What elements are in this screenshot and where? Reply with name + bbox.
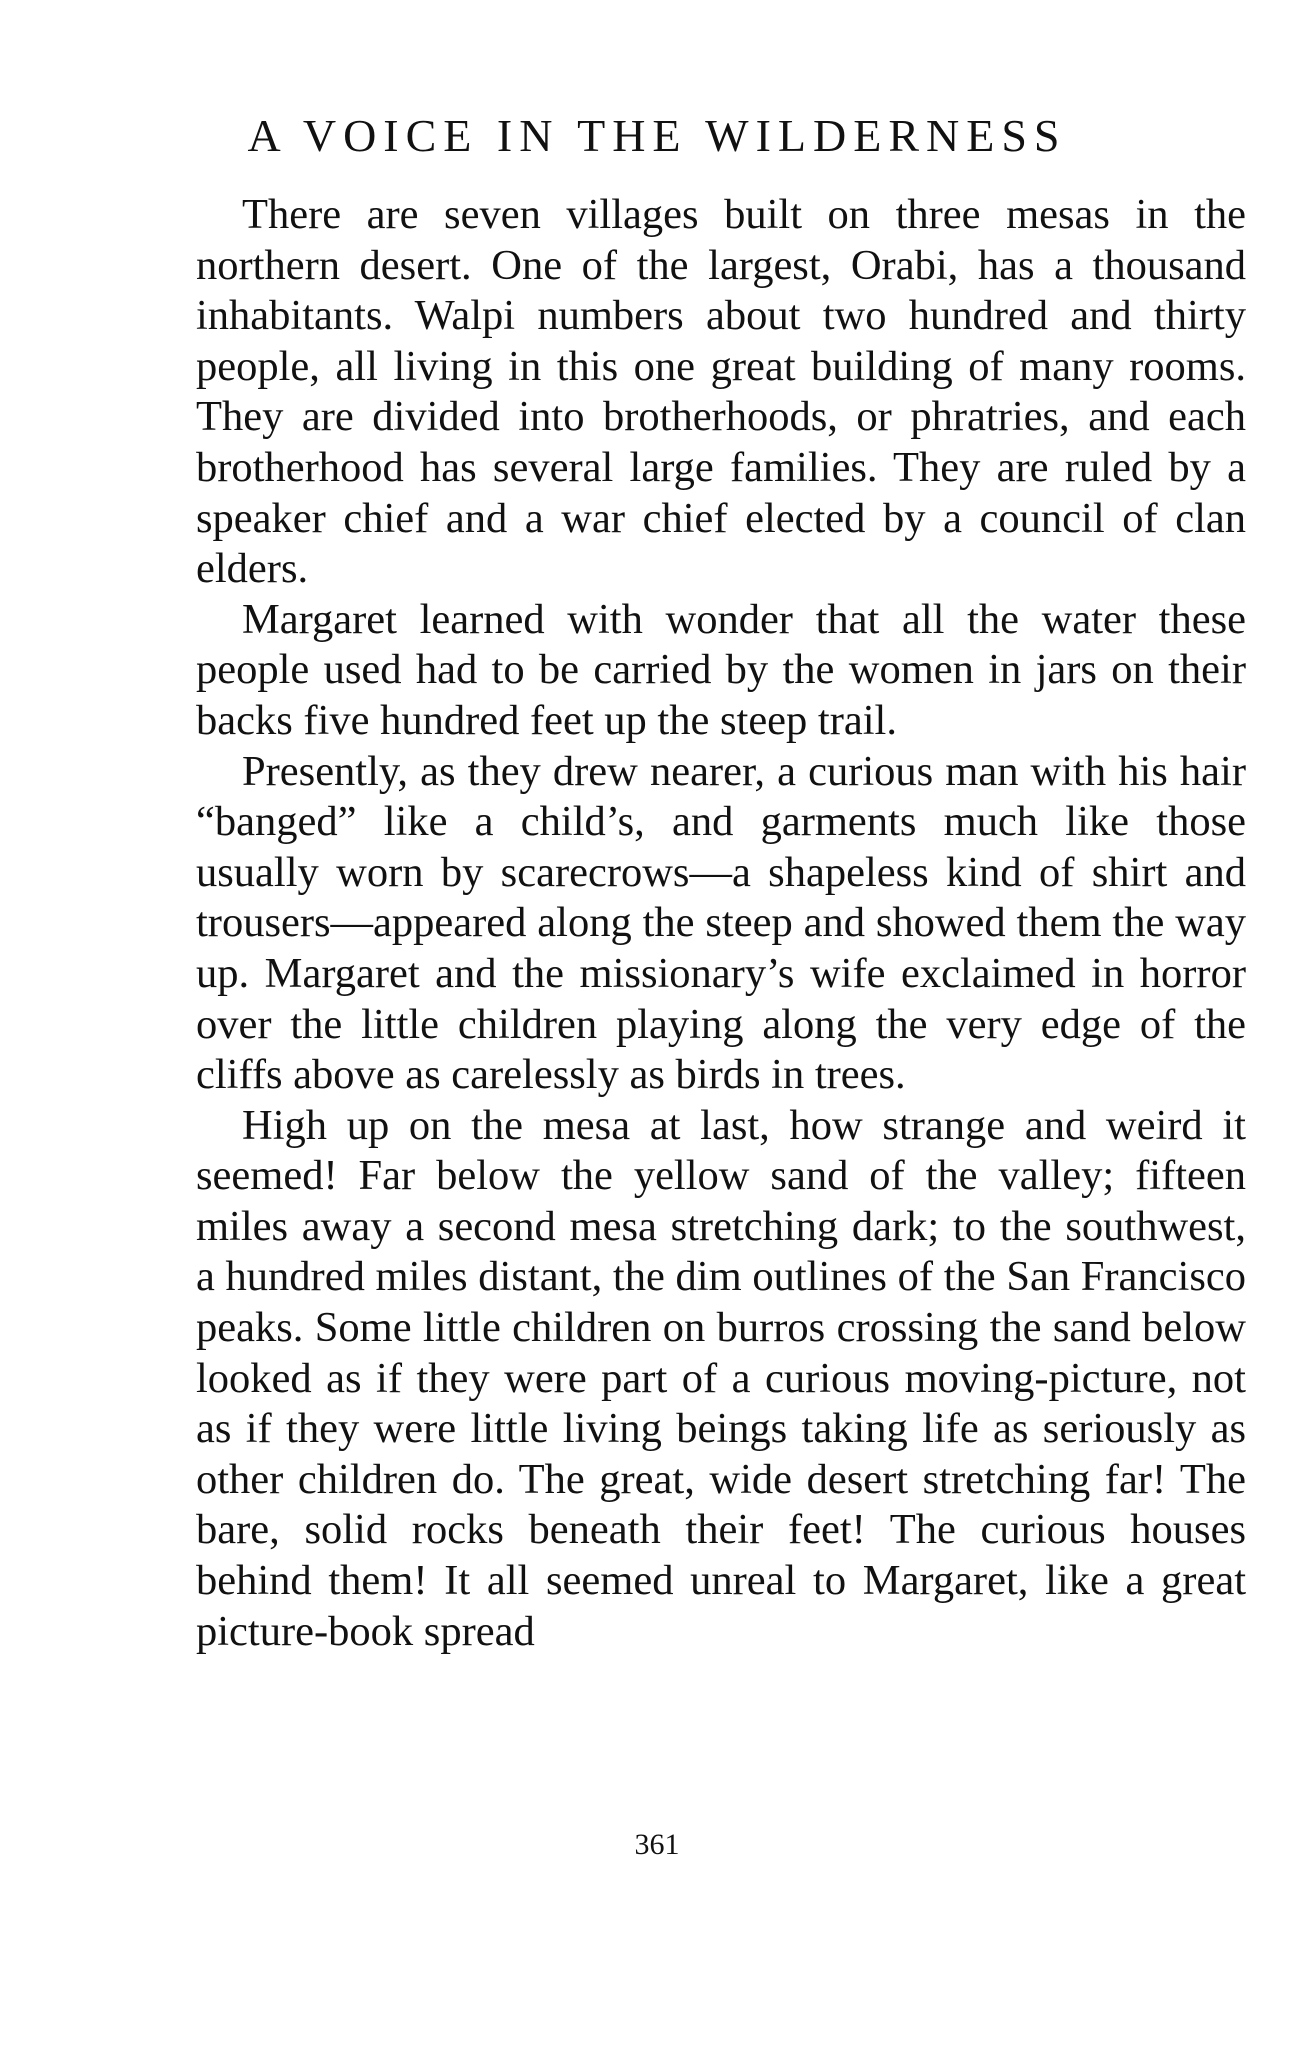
body-text xyxy=(196,190,1246,1657)
paragraph-curious-man: Presently, as they drew nearer, a curious man with his hair “banged” like a child’s, and garments much like those usually worn by scarecrows—a shapeless kind of shirt and trousers—appeared along the steep and showed them the way up. Margaret and the missionary’s wife exclaimed in horror over the little children playing along the very edge of the cliffs above as carelessly as birds in trees. xyxy=(196,747,1246,1099)
running-head: A VOICE IN THE WILDERNESS xyxy=(247,110,1067,161)
paragraph-water: Margaret learned with wonder that all the water these people used had to be carried by the women in jars on their backs five hundred feet up the steep trail. xyxy=(196,595,1246,744)
paragraph-villages: There are seven villages built on three mesas in the northern desert. One of the largest, Orabi, has a thousand inhabitants. Walpi numbers about two hundred and thirty people, all living in this one great building of many rooms. They are divided into brotherhoods, or phratries, and each brotherhood has several large families. They are ruled by a speaker chief and a war chief elected by a council of clan elders. xyxy=(196,191,1246,593)
paragraph-mesa-view: High up on the mesa at last, how strange and weird it seemed! Far below the yellow sand of the valley; fifteen miles away a second mesa stretching dark; to the southwest, a hundred miles distant, the dim outlines of the San Francisco peaks. Some little children on burros crossing the sand below looked as if they were part of a curious moving-picture, not as if they were little living beings taking life as seriously as other children do. The great, wide desert stretching far! The bare, solid rocks beneath their feet! The curious houses behind them! It all seemed unreal to Margaret, like a great picture-book spread xyxy=(196,1101,1246,1655)
page-number: 361 xyxy=(634,1828,680,1861)
